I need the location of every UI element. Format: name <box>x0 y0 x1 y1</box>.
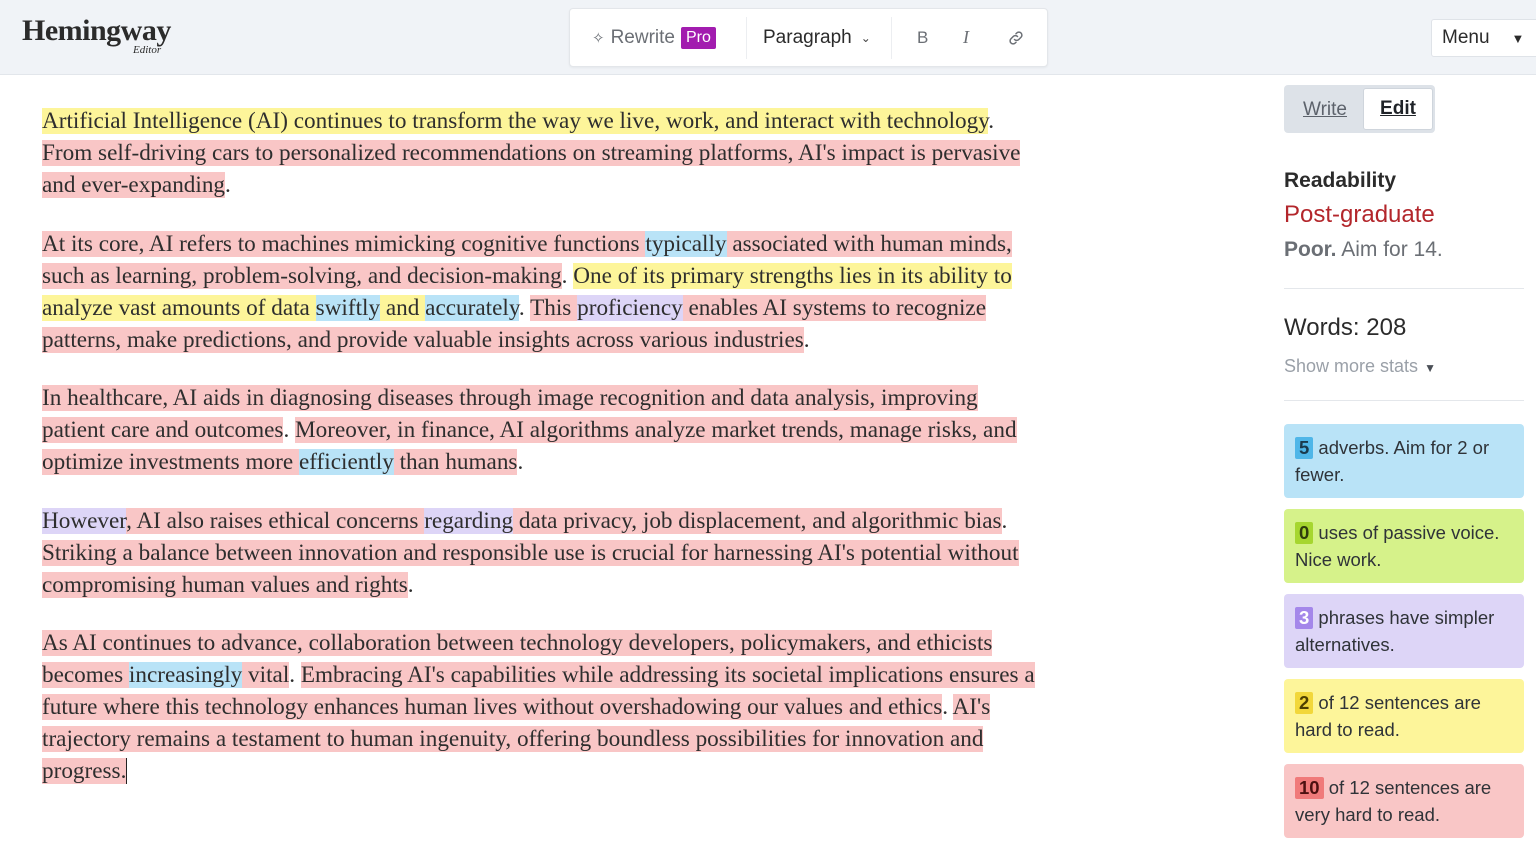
adverbs-text: adverbs. Aim for 2 or fewer. <box>1295 437 1490 485</box>
pro-badge: Pro <box>681 27 716 49</box>
very-hard-sentence: From self-driving cars to personalized recommendations on streaming platforms, AI's impact is pervasive and ever-expanding <box>42 140 1021 198</box>
hard-sentences-text: of 12 sentences are hard to read. <box>1295 692 1481 740</box>
very-hard-sentence: Embracing AI's capabilities while addressing its societal implications ensures a future where this technology enhances human lives without overshadowing our values and ethics <box>42 662 1035 720</box>
punctuation: . <box>561 262 568 289</box>
adverb-highlight: swiftly <box>315 294 381 321</box>
very-hard-sentence: In healthcare, AI aids in diagnosing diseases through image recognition and data analysis, improving patient care and outcomes <box>42 385 978 443</box>
divider <box>1284 288 1524 289</box>
simpler-alternative-highlight: proficiency <box>577 294 683 321</box>
readability-title: Readability <box>1284 169 1397 192</box>
very-hard-sentences-text: of 12 sentences are very hard to read. <box>1295 777 1492 825</box>
toolbar-divider <box>746 17 747 59</box>
adverb-highlight: accurately <box>425 294 519 321</box>
sentence-text: and <box>380 294 426 321</box>
sentence-text: , <box>126 507 137 534</box>
sentence-text: associated with human minds, such as learning, problem-solving, and decision-making <box>42 230 1012 289</box>
bold-icon: B <box>917 27 929 47</box>
menu-label: Menu <box>1442 27 1490 48</box>
adverbs-card[interactable] <box>1284 424 1524 498</box>
logo-wordmark: Hemingway <box>22 14 171 47</box>
passive-voice-card[interactable] <box>1284 509 1524 583</box>
sentence-text: than humans <box>393 449 518 475</box>
paragraph <box>42 505 1042 601</box>
readability-aim-text: Aim for 14. <box>1336 238 1443 261</box>
adverb-highlight: increasingly <box>128 662 243 688</box>
punctuation: . <box>289 662 296 688</box>
sentence-text: Moreover, in finance, AI algorithms analyze market trends, manage risks, and optimize investments more <box>42 417 1017 475</box>
simpler-alternative-highlight: regarding <box>424 507 514 534</box>
very-hard-sentence: Striking a balance between innovation and responsible use is crucial for harnessing AI's potential without compromising human values and rights <box>42 539 1019 598</box>
very-hard-sentence <box>42 508 1002 534</box>
rewrite-label: Rewrite <box>610 26 675 48</box>
punctuation: . <box>518 294 525 321</box>
simpler-alternative-highlight: However <box>42 507 127 534</box>
logo[interactable] <box>22 14 171 56</box>
adverbs-count: 5 <box>1295 437 1313 459</box>
very-hard-sentence: AI's trajectory remains a testament to human ingenuity, offering boundless possibilities for innovation and progress. <box>42 694 991 784</box>
word-count: Words: 208 <box>1284 314 1407 341</box>
sentence-text: As AI continues to advance, collaboration between technology developers, policymakers, and ethicists becomes <box>42 630 993 688</box>
formatting-toolbar <box>569 8 1048 67</box>
link-icon <box>1007 29 1025 47</box>
punctuation: . <box>407 571 414 598</box>
punctuation: . <box>803 326 810 353</box>
hard-sentence: Artificial Intelligence (AI) continues to transform the way we live, work, and interact with technology <box>42 108 989 134</box>
paragraph <box>42 382 1042 478</box>
paragraph-label: Paragraph <box>763 26 852 48</box>
punctuation: . <box>942 694 949 720</box>
very-hard-sentences-card[interactable] <box>1284 764 1524 838</box>
paragraph <box>42 627 1042 787</box>
sentence-text: enables AI systems to recognize patterns, make predictions, and provide valuable insights across various industries <box>42 294 986 353</box>
sentence-text: vital <box>242 662 290 688</box>
caret-down-icon: ▼ <box>1424 361 1436 375</box>
paragraph <box>42 105 1042 201</box>
caret-down-icon: ▼ <box>1511 30 1525 46</box>
text-editor[interactable] <box>42 105 1042 814</box>
readability-aim <box>1284 238 1443 262</box>
sentence-text: At its core, AI refers to machines mimicking cognitive functions <box>42 230 646 257</box>
passive-voice-count: 0 <box>1295 522 1313 544</box>
show-more-stats-button[interactable] <box>1284 356 1436 377</box>
punctuation: . <box>1001 507 1008 534</box>
sentence-text: One of its primary strengths lies in its ability to analyze vast amounts of data <box>42 262 1012 321</box>
very-hard-sentences-count: 10 <box>1295 777 1324 799</box>
punctuation: . <box>283 417 290 443</box>
top-bar <box>0 0 1536 75</box>
readability-verdict: Poor. <box>1284 238 1337 261</box>
punctuation: . <box>517 449 524 475</box>
sentence-text: AI also raises ethical concerns <box>136 507 425 534</box>
adverb-highlight: efficiently <box>298 449 394 475</box>
chevron-down-icon: ⌄ <box>860 30 871 45</box>
paragraph <box>42 228 1042 356</box>
show-more-stats-label: Show more stats <box>1284 356 1419 376</box>
edit-mode-button[interactable]: Edit <box>1363 88 1433 130</box>
logo-subtitle: Editor <box>133 44 162 56</box>
simpler-phrases-card[interactable] <box>1284 594 1524 668</box>
mode-toggle <box>1284 85 1435 133</box>
toolbar-divider <box>891 17 892 59</box>
adverb-highlight: typically <box>645 230 727 257</box>
sentence-text: data privacy, job displacement, and algorithmic bias <box>513 507 1002 534</box>
hard-sentences-card[interactable] <box>1284 679 1524 753</box>
readability-grade: Post-graduate <box>1284 201 1435 228</box>
punctuation: . <box>225 172 231 198</box>
punctuation: . <box>988 108 995 134</box>
write-mode-button[interactable]: Write <box>1303 99 1347 120</box>
sentence-text: This <box>530 294 578 321</box>
divider <box>1284 400 1524 401</box>
menu-button[interactable] <box>1431 19 1536 57</box>
simpler-phrases-text: phrases have simpler alternatives. <box>1295 607 1495 655</box>
bold-button[interactable] <box>917 9 928 66</box>
paragraph-dropdown[interactable] <box>763 9 871 66</box>
rewrite-button[interactable] <box>592 9 716 66</box>
passive-voice-text: uses of passive voice. Nice work. <box>1295 522 1500 570</box>
sparkle-icon: ✧ <box>592 29 605 47</box>
italic-button[interactable] <box>963 9 969 66</box>
italic-icon: I <box>963 27 969 47</box>
hard-sentences-count: 2 <box>1295 692 1313 714</box>
link-button[interactable] <box>1007 9 1025 66</box>
simpler-phrases-count: 3 <box>1295 607 1313 629</box>
